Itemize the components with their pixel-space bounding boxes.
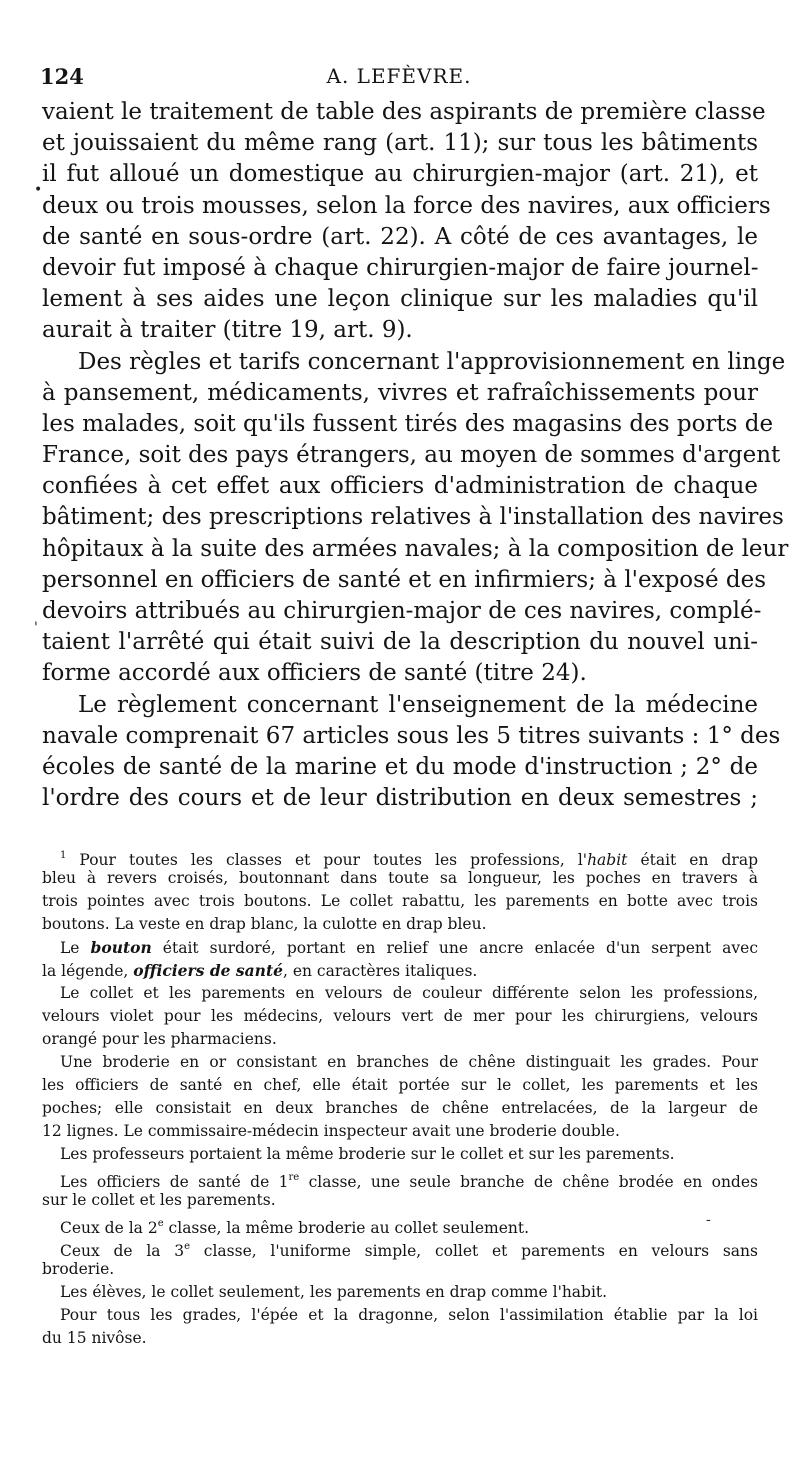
footnote-line: $^1$ Pour toutes les classes et pour toutes les professions, l'habit était en drap bbox=[60, 850, 758, 869]
page-number: 124 bbox=[40, 64, 84, 89]
text-line: vaient le traitement de table des aspirants de première classe bbox=[42, 99, 766, 125]
footnote-line: velours violet pour les médecins, velours vert de mer pour les chirurgiens, velours bbox=[42, 1007, 758, 1025]
text-line: forme accordé aux officiers de santé (titre 24). bbox=[42, 660, 587, 687]
text-line: de santé en sous-ordre (art. 22). A côté de ces avantages, le bbox=[42, 223, 758, 250]
text-line: bâtiment; des prescriptions relatives à l'installation des navires bbox=[42, 504, 784, 531]
footnote-line: la légende, officiers de santé, en caractères italiques. bbox=[42, 961, 478, 980]
text-line: il fut alloué un domestique au chirurgien-major (art. 21), et bbox=[42, 161, 758, 188]
text-line: l'ordre des cours et de leur distribution en deux semestres ; bbox=[42, 785, 758, 812]
footnote-line: bleu à revers croisés, boutonnant dans toute sa longueur, les poches en travers à bbox=[42, 869, 758, 887]
text-line: deux ou trois mousses, selon la force des navires, aux officiers bbox=[42, 192, 771, 219]
footnote bbox=[42, 844, 758, 1350]
text-line: confiées à cet effet aux officiers d'administration de chaque bbox=[42, 473, 758, 500]
footnote-line: Pour tous les grades, l'épée et la dragonne, selon l'assimilation établie par la loi bbox=[60, 1306, 758, 1324]
margin-tick-mark: ' bbox=[34, 620, 38, 636]
footnote-line: Une broderie en or consistant en branches de chêne distinguait les grades. Pour bbox=[60, 1053, 758, 1071]
footnote-line: Les officiers de santé de 1re classe, une seule branche de chêne brodée en ondes bbox=[60, 1172, 758, 1191]
text-line: aurait à traiter (titre 19, art. 9). bbox=[42, 317, 413, 344]
running-head: A. LEFÈVRE. bbox=[326, 64, 472, 88]
text-line: personnel en officiers de santé et en infirmiers; à l'exposé des bbox=[42, 566, 767, 593]
footnote-line: Ceux de la 3e classe, l'uniforme simple, collet et parements en velours sans bbox=[60, 1241, 758, 1260]
footnote-line: Les professeurs portaient la même broderie sur le collet et sur les parements. bbox=[60, 1145, 675, 1163]
footnote-line: 12 lignes. Le commissaire-médecin inspecteur avait une broderie double. bbox=[42, 1122, 620, 1140]
footnote-line: Les élèves, le collet seulement, les parements en drap comme l'habit. bbox=[60, 1283, 608, 1301]
text-line: France, soit des pays étrangers, au moyen de sommes d'argent bbox=[42, 442, 781, 469]
footnote-line: broderie. bbox=[42, 1260, 115, 1278]
text-line: et jouissaient du même rang (art. 11); sur tous les bâtiments bbox=[42, 130, 758, 157]
footnote-line: Ceux de la 2e classe, la même broderie au collet seulement. bbox=[60, 1218, 530, 1237]
margin-bullet-mark: • bbox=[34, 182, 43, 198]
margin-dash-mark: - bbox=[706, 1212, 711, 1228]
text-line: Des règles et tarifs concernant l'approvisionnement en linge bbox=[78, 348, 786, 375]
footnote-line: poches; elle consistait en deux branches de chêne entrelacées, de la largeur de bbox=[42, 1099, 758, 1117]
text-line: Le règlement concernant l'enseignement de la médecine bbox=[78, 691, 758, 718]
footnote-line: Le collet et les parements en velours de couleur différente selon les professions, bbox=[60, 984, 758, 1002]
text-line: les malades, soit qu'ils fussent tirés des magasins des ports de bbox=[42, 410, 774, 437]
text-line: navale comprenait 67 articles sous les 5 titres suivants : 1° des bbox=[42, 722, 781, 749]
text-line: écoles de santé de la marine et du mode d'instruction ; 2° de bbox=[42, 753, 758, 780]
footnote-marker: 1 bbox=[60, 850, 67, 861]
footnote-line: Le bouton était surdoré, portant en relief une ancre enlacée d'un serpent avec bbox=[60, 938, 759, 957]
text-line: lement à ses aides une leçon clinique sur les maladies qu'il bbox=[42, 286, 758, 313]
text-line: devoirs attribués au chirurgien-major de ces navires, complé- bbox=[42, 598, 762, 624]
footnote-line: boutons. La veste en drap blanc, la culotte en drap bleu. bbox=[42, 915, 487, 933]
text-line: hôpitaux à la suite des armées navales; à la composition de leur bbox=[42, 535, 789, 562]
footnote-line: du 15 nivôse. bbox=[42, 1329, 147, 1347]
footnote-line: les officiers de santé en chef, elle était portée sur le collet, les parements et les bbox=[42, 1076, 758, 1094]
text-line: devoir fut imposé à chaque chirurgien-major de faire journel- bbox=[42, 254, 759, 281]
text-line: taient l'arrêté qui était suivi de la description du nouvel uni- bbox=[42, 629, 758, 656]
page-header bbox=[40, 64, 758, 96]
footnote-line: trois pointes avec trois boutons. Le collet rabattu, les parements en botte avec trois bbox=[42, 892, 758, 910]
footnote-line: orangé pour les pharmaciens. bbox=[42, 1030, 277, 1048]
main-text bbox=[42, 97, 789, 814]
text-line: à pansement, médicaments, vivres et rafraîchissements pour bbox=[42, 379, 758, 406]
footnote-line: sur le collet et les parements. bbox=[42, 1191, 276, 1209]
